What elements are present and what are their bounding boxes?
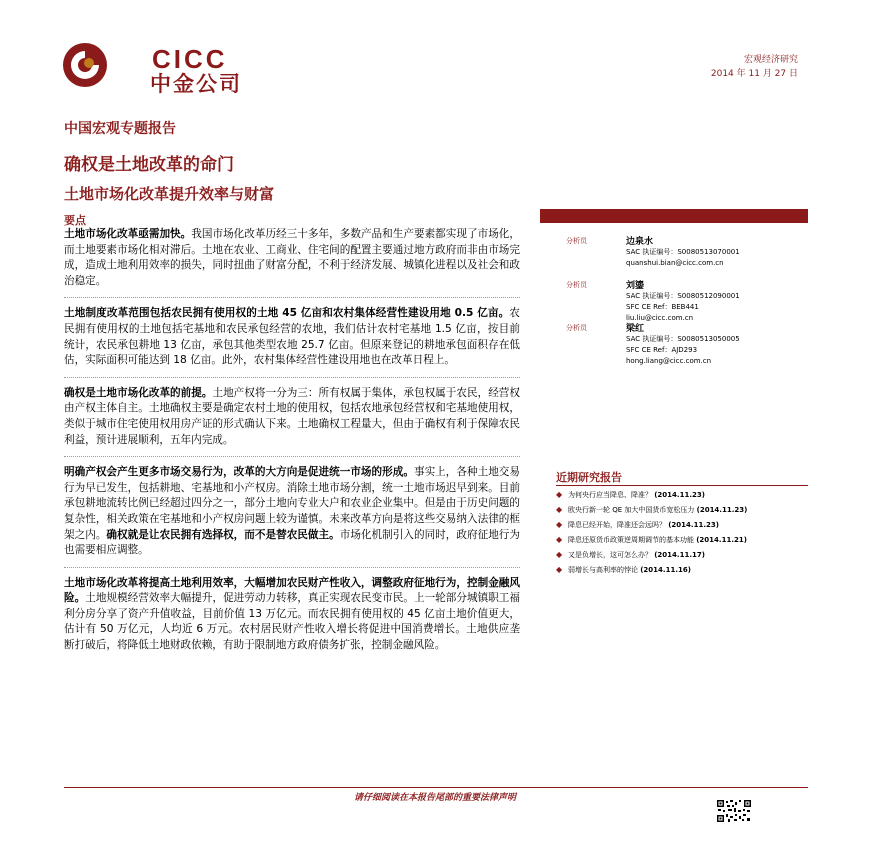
recent-report-title: 又是负增长，这可怎么办？	[568, 551, 652, 559]
paragraph-body: 土地产权将一分为三：所有权属于集体，承包权属于农民，经营权由产权主体自主。土地确权主要是确定农村土地的使用权，包括农地承包经营权和宅基地使用权，类似于城市住宅使用权用房产证的形式确认下来。土地确权工程量大，但由于确权有利于保障农民利益，预计进展顺利，五年内完成。	[64, 386, 520, 446]
bullet-icon: ◆	[556, 565, 563, 574]
report-date: 2014 年 11 月 27 日	[710, 69, 798, 79]
analyst-name: 刘鎏	[626, 281, 645, 291]
analyst-sfc: SFC CE Ref：AJD293	[626, 346, 698, 354]
paragraph-body: 土地规模经营效率大幅提升，促进劳动力转移，真正实现农民变市民。上一轮部分城镇职工福利分房分享了资产升值收益，目前价值 13 万亿元。而农民拥有使用权的 45 亿亩土地价值更大，估计有 50 万亿元，人均近 6 万元。农村居民财产性收入增长将促进中国消费增长。土地供应垄断打破后，将降低土地财政依赖，有助于限制地方政府债务扩张，控制金融风险。	[64, 592, 521, 652]
analyst-sac: SAC 执证编号：S0080513050005	[626, 335, 740, 343]
analyst-sac: SAC 执证编号：S0080512090001	[626, 292, 740, 300]
paragraph-lead: 土地市场化改革将提高土地利用效率，大幅增加农民财产性收入，调整政府征地行为，控制金融风险。	[64, 576, 520, 605]
page-title: 确权是土地改革的命门	[64, 155, 234, 175]
analyst-label: 分析员	[566, 324, 587, 332]
analyst-email[interactable]: quanshui.bian@cicc.com.cn	[626, 259, 724, 267]
brand-name-cn: 中金公司	[150, 72, 242, 96]
key-point-paragraph	[64, 304, 520, 377]
page-subtitle: 土地市场化改革提升效率与财富	[64, 185, 275, 203]
key-points-label: 要点	[64, 214, 86, 227]
paragraph-body-2: 市场化机制引入的同时，政府征地行为也需要相应调整。	[64, 528, 521, 557]
recent-report-date: (2014.11.17)	[654, 551, 705, 559]
analyst-email[interactable]: liu.liu@cicc.com.cn	[626, 314, 694, 322]
recent-report-item[interactable]	[556, 550, 808, 560]
recent-report-date: (2014.11.23)	[668, 521, 719, 529]
key-point-paragraph	[64, 384, 520, 457]
recent-report-title: 弱增长与高利率的悖论	[568, 566, 638, 574]
report-category: 宏观经济研究	[743, 55, 798, 65]
paragraph-body: 我国市场化改革历经三十多年，多数产品和生产要素都实现了市场化，而土地要素市场化相对滞后。土地在农业、工商业、住宅间的配置主要通过地方政府而非由市场完成，造成土地利用效率的损失，同时扭曲了财富分配，不利于经济发展、城镇化进程以及社会和政治稳定。	[64, 228, 521, 287]
recent-report-item[interactable]	[556, 535, 808, 545]
recent-reports-heading: 近期研究报告	[556, 471, 622, 484]
footer-divider	[64, 787, 808, 788]
analyst-sac: SAC 执证编号：S0080513070001	[626, 248, 740, 256]
recent-report-title: 欧央行新一轮 QE 加大中国货币宽松压力	[568, 506, 695, 514]
paragraph-lead: 明确产权会产生更多市场交易行为，改革的大方向是促进统一市场的形成。	[64, 466, 414, 479]
paragraph-lead-2: 确权就是让农民拥有选择权，而不是替农民做主。	[106, 528, 340, 541]
key-point-paragraph	[64, 225, 520, 298]
recent-report-item[interactable]	[556, 505, 808, 515]
recent-report-title: 为何央行应当降息、降准？	[568, 491, 652, 499]
key-point-paragraph	[64, 574, 520, 662]
recent-report-title: 降息还原货币政策逆周期调节的基本功能	[568, 536, 694, 544]
bullet-icon: ◆	[556, 490, 563, 499]
legal-notice: 请仔细阅读在本报告尾部的重要法律声明	[353, 793, 516, 803]
paragraph-body: 农民拥有使用权的土地包括宅基地和农民承包经营的农地，我们估计农村宅基地 1.5 亿亩，按目前统计，农民承包耕地 13 亿亩，承包其他类型农地 25.7 亿亩。但原来登记的耕地承包面积存在低估，实际面积可能达到 18 亿亩。此外，农村集体经营性建设用地也在改革日程上。	[64, 307, 520, 367]
sidebar-header-bar	[540, 209, 808, 223]
paragraph-lead: 确权是土地市场化改革的前提。	[64, 386, 213, 399]
qr-code-icon	[716, 799, 752, 823]
analyst-sfc: SFC CE Ref：BEB441	[626, 303, 699, 311]
recent-report-item[interactable]	[556, 565, 808, 575]
key-points-body	[64, 225, 520, 668]
recent-reports-divider	[556, 485, 808, 486]
bullet-icon: ◆	[556, 550, 563, 559]
recent-reports-list	[556, 490, 808, 580]
header-meta	[711, 53, 798, 81]
analyst-name: 梁红	[626, 324, 645, 334]
recent-report-title: 降息已经开始，降准还会远吗？	[568, 521, 666, 529]
bullet-icon: ◆	[556, 505, 563, 514]
recent-report-date: (2014.11.23)	[654, 491, 705, 499]
analyst-name: 边泉水	[626, 237, 654, 247]
cicc-logo-icon	[62, 42, 108, 88]
report-type: 中国宏观专题报告	[64, 121, 176, 137]
recent-report-date: (2014.11.16)	[640, 566, 691, 574]
recent-report-date: (2014.11.21)	[696, 536, 747, 544]
key-point-paragraph	[64, 463, 520, 568]
brand-name-en: CICC	[152, 44, 228, 74]
analyst-email[interactable]: hong.liang@cicc.com.cn	[626, 357, 712, 365]
paragraph-lead: 土地市场化改革亟需加快。	[64, 228, 192, 240]
analyst-label: 分析员	[566, 281, 587, 289]
analyst-label: 分析员	[566, 237, 587, 245]
bullet-icon: ◆	[556, 535, 563, 544]
recent-report-item[interactable]	[556, 490, 808, 500]
bullet-icon: ◆	[556, 520, 563, 529]
paragraph-body: 事实上，各种土地交易行为早已发生，包括耕地、宅基地和小产权房。消除土地市场分割，统一土地市场迟早到来。目前承包耕地流转比例已经超过四分之一，部分土地向专业大户和农业企业集中。但是由于历史问题的复杂性，相关政策在宅基地和小产权房问题上较为谨慎。未来改革方向是将这些交易纳入法律的框架之内。	[64, 466, 521, 541]
paragraph-lead: 土地制度改革范围包括农民拥有使用权的土地 45 亿亩和农村集体经营性建设用地 0.5 亿亩。	[64, 307, 510, 320]
recent-report-date: (2014.11.23)	[696, 506, 748, 514]
recent-report-item[interactable]	[556, 520, 808, 530]
